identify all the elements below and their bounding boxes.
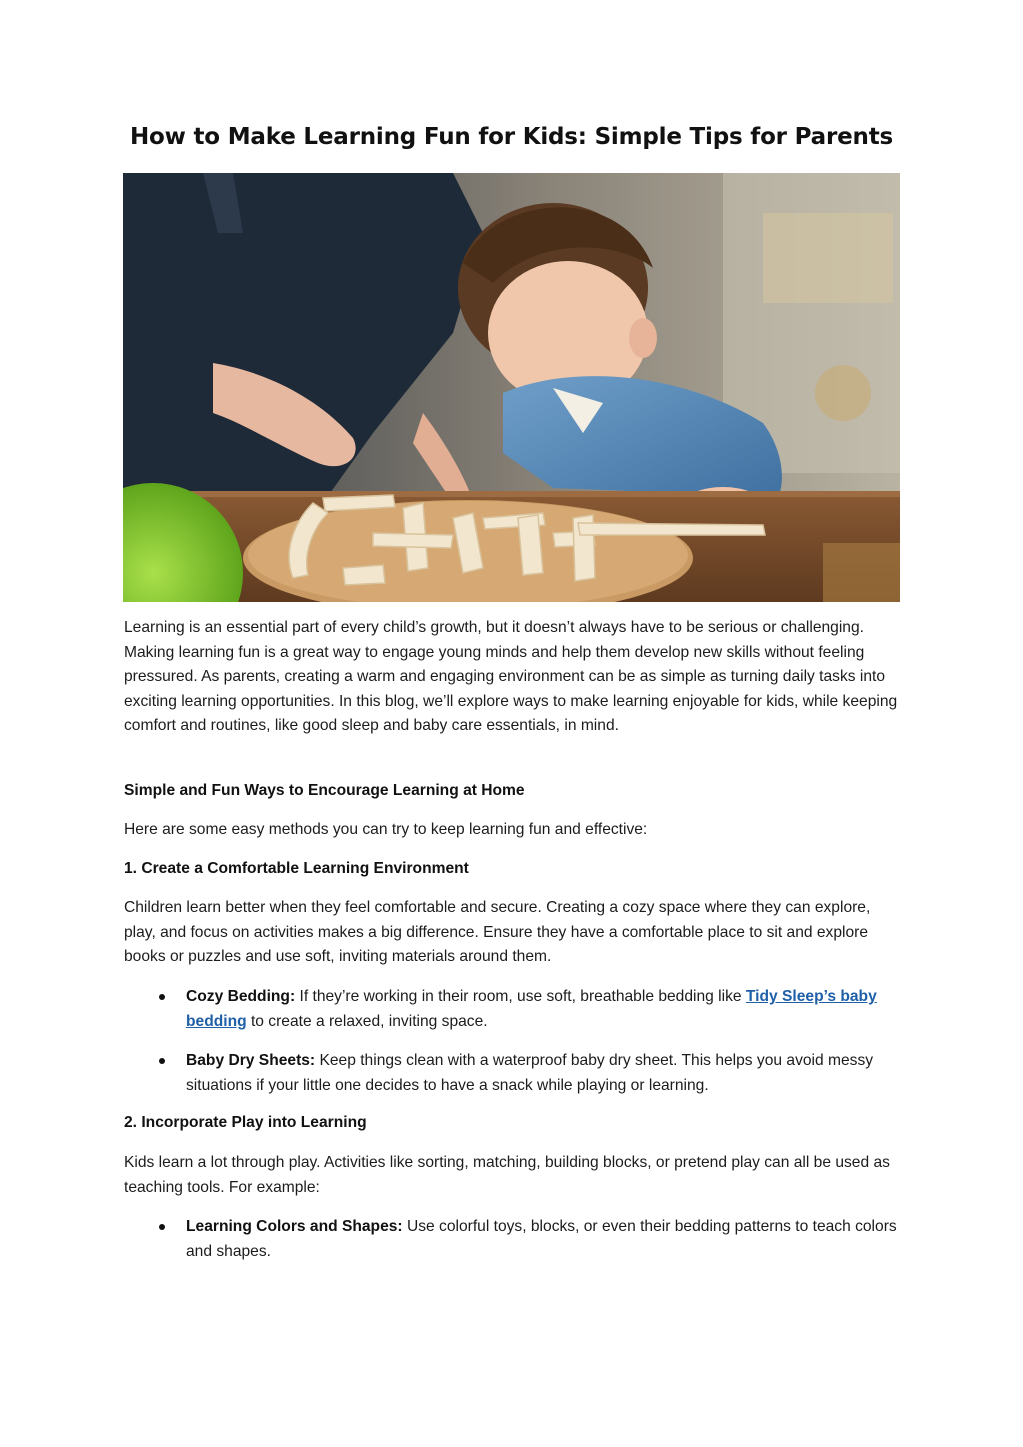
step1-heading: 1. Create a Comfortable Learning Environment — [124, 860, 469, 877]
section-heading: Simple and Fun Ways to Encourage Learning at Home — [124, 782, 525, 799]
bullet-label: Learning Colors and Shapes: — [186, 1218, 403, 1235]
bullet-label: Baby Dry Sheets: — [186, 1052, 316, 1069]
section-intro: Here are some easy methods you can try to keep learning fun and effective: — [124, 821, 648, 838]
step2-bullet-list — [124, 1215, 900, 1264]
bullet-text-after: to create a relaxed, inviting space. — [246, 1012, 488, 1030]
bullet-icon — [159, 1058, 165, 1064]
bullet-label: Cozy Bedding: — [186, 988, 296, 1005]
step1-paragraph: Children learn better when they feel comfortable and secure. Creating a cozy space where they can explore, play, and focus on activities makes a big difference. Ensure they have a comfortable place to sit and explore books or puzzles and use soft, inviting materials around them. — [124, 899, 871, 966]
page-title: How to Make Learning Fun for Kids: Simple Tips for Parents — [130, 124, 893, 150]
bullet-text: Keep things clean with a waterproof baby dry sheet. This helps you avoid messy situations if your little one decides to have a snack while playing or learning. — [186, 1052, 874, 1094]
tidy-sleep-baby-bedding-link[interactable]: Tidy Sleep’s baby bedding — [186, 988, 877, 1030]
hero-photo-illustration — [123, 173, 900, 602]
bullet-text: If they’re working in their room, use soft, breathable bedding like — [295, 988, 746, 1005]
bullet-icon — [159, 994, 165, 1000]
step1-bullet-list — [124, 985, 900, 1034]
step1-bullet-list-2 — [124, 1049, 900, 1098]
bullet-text: Use colorful toys, blocks, or even their bedding patterns to teach colors and shapes. — [186, 1218, 897, 1260]
bullet-icon — [159, 1224, 165, 1230]
step2-heading: 2. Incorporate Play into Learning — [124, 1114, 367, 1131]
step2-paragraph: Kids learn a lot through play. Activities like sorting, matching, building blocks, or pretend play can all be used as teaching tools. For example: — [124, 1154, 890, 1196]
hero-photo — [123, 173, 900, 602]
list-item-baby-dry-sheets — [124, 1049, 900, 1098]
intro-paragraph: Learning is an essential part of every child’s growth, but it doesn’t always have to be serious or challenging. Making learning fun is a great way to engage young minds and help them develop new skills without feeling pressured. As parents, creating a warm and engaging environment can be as simple as turning daily tasks into exciting learning opportunities. In this blog, we’ll explore ways to make learning enjoyable for kids, while keeping comfort and routines, like good sleep and baby care essentials, in mind. — [124, 619, 898, 735]
list-item-cozy-bedding — [124, 985, 900, 1034]
list-item-colors-shapes — [124, 1215, 900, 1264]
